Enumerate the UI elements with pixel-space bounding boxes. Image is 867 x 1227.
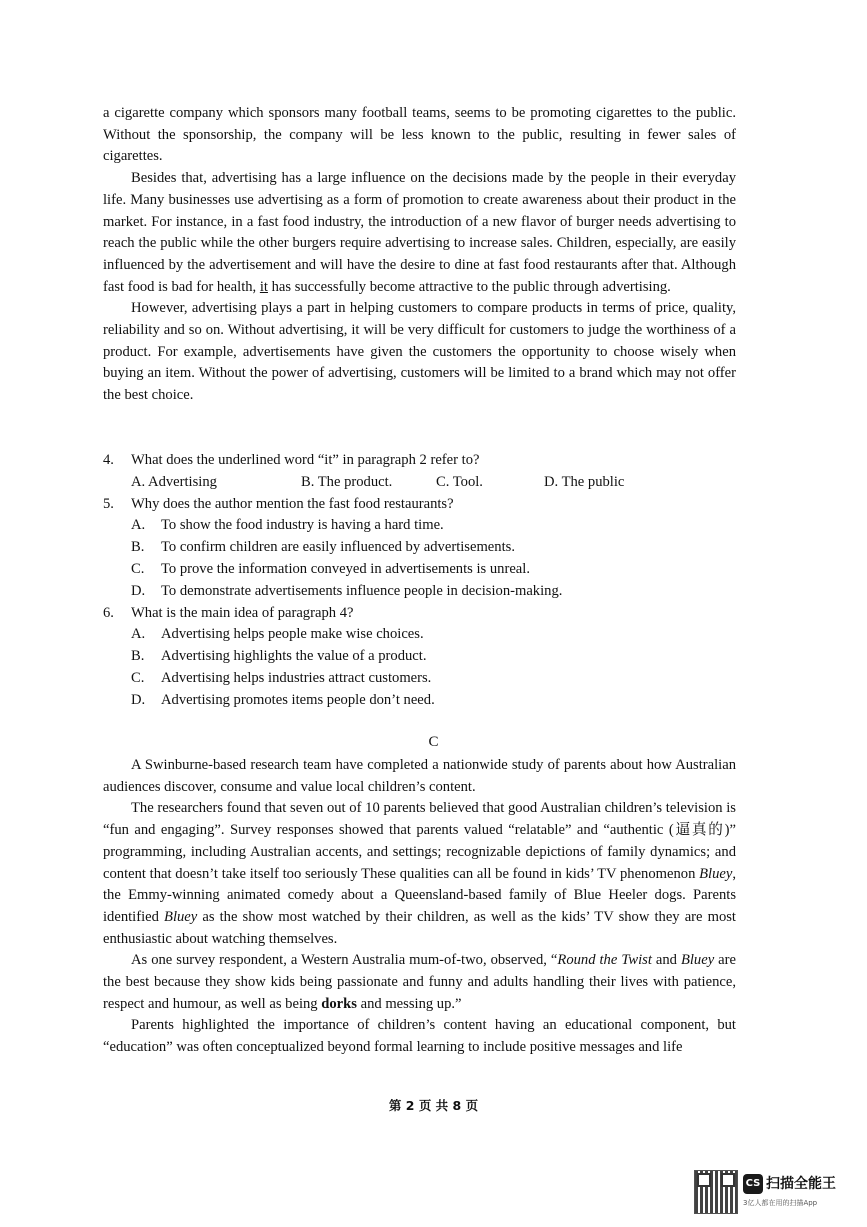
question-4-options [103, 472, 736, 494]
option-letter: D. [131, 691, 146, 708]
passage-c [103, 755, 736, 1059]
paragraph-text: Besides that, advertising has a large influence on the decisions made by the people in their everyday life. Many businesses use advertising as a form of promotion to create awareness about their product in the market. For instance, in a fast food industry, the introduction of a new flavor of burger needs advertising to reach the public while the other burgers require advertising to increase sales. Children, especially, are easily influenced by the advertisement and will have the desire to dine at fast food restaurants after that. Although fast food is bad for health, [103, 170, 736, 295]
option-a: A. Advertising [131, 473, 217, 490]
option-letter: B. [131, 648, 145, 665]
passage-c-paragraph-2 [103, 798, 736, 950]
option-letter: D. [131, 582, 146, 599]
paragraph-text: public. Without the sponsorship, the company will be less known to the public, resulting in fewer sales of cigarettes. [103, 105, 736, 165]
paragraph-text: The researchers found that seven out of 10 parents believed that good Australian children’s television is “fun and engaging”. Survey responses showed that parents valued “relatable” and “authentic (逼真的)” programming, including Australian accents, and settings; recognizable depictions of family dynamics; and content that doesn’t take itself too seriously These qualities can all be found in kids’ TV phenomenon [103, 800, 736, 882]
paragraph-text: A Swinburne-based research team have completed a nationwide study of parents about how Australian audiences discover, consume and value local children’s content. [103, 757, 736, 795]
passage-b-continuation [103, 103, 736, 407]
passage-c-paragraph-3 [103, 950, 736, 1015]
option-b [103, 537, 736, 559]
paragraph-text: Parents highlighted the importance of children’s content having an educational component, but “education” was often conceptualized beyond formal learning to include positive messages and life [103, 1017, 736, 1056]
option-text: To demonstrate advertisements influence people in decision-making. [161, 582, 563, 599]
option-d: D. The public [544, 473, 625, 490]
option-text: To prove the information conveyed in advertisements is unreal. [161, 560, 530, 577]
option-text: Advertising promotes items people don’t need. [161, 691, 435, 708]
option-letter: A. [131, 626, 146, 643]
paragraph-text: As one survey respondent, a Western Australia mum-of-two, observed, “ [131, 952, 558, 969]
option-text: Advertising helps industries attract customers. [161, 669, 432, 686]
option-b: B. The product. [301, 473, 393, 490]
scanner-watermark [694, 1170, 854, 1214]
paragraph-text: However, advertising plays a part in helping customers to compare products in terms of price, quality, reliability and so on. Without advertising, it will be very difficult for customers to judge the worthiness of a product. For example, advertisements have given the customers the opportunity to choose wisely when buying an item. Without the power of advertising, customers will be limited to a brand which may not offer the best choice. [103, 300, 736, 404]
option-b [103, 646, 736, 668]
section-heading: C [428, 734, 439, 750]
question-stem: What does the underlined word “it” in paragraph 2 refer to? [131, 452, 480, 468]
option-letter: C. [131, 669, 145, 686]
question-4 [103, 450, 736, 472]
show-title: Bluey [699, 865, 733, 882]
paragraph-text: , the Emmy-winning animated comedy about a Queensland-based family of Blue Heeler dogs. Parents identified [103, 865, 736, 925]
qr-code-icon [694, 1170, 738, 1214]
underlined-word: it [259, 278, 268, 295]
passage-c-paragraph-1 [103, 755, 736, 798]
paragraph-text: are the best because they show kids being passionate and funny and adults handling their lives with patience, respect and humour, as well as being [103, 952, 736, 1012]
question-number: 6. [103, 604, 114, 621]
app-name: 扫描全能王 [766, 1176, 836, 1192]
show-title: Bluey [680, 952, 715, 969]
option-text: To show the food industry is having a hard time. [161, 517, 444, 534]
option-text: To confirm children are easily influenced by advertisements. [161, 539, 515, 556]
option-d [103, 690, 736, 712]
question-group [103, 450, 736, 712]
option-c: C. Tool. [436, 473, 483, 490]
passage-b-paragraph-1 [103, 103, 736, 168]
passage-c-paragraph-4 [103, 1015, 736, 1058]
question-stem: What is the main idea of paragraph 4? [131, 604, 354, 621]
bold-word: dorks [321, 995, 357, 1012]
option-text: Advertising highlights the value of a product. [161, 648, 427, 665]
page-number-footer: 第 2 页 共 8 页 [388, 1098, 479, 1113]
app-slogan: 3亿人都在用的扫描App [743, 1199, 818, 1207]
passage-b-paragraph-3 [103, 298, 736, 407]
paragraph-text: and [651, 952, 681, 969]
passage-b-paragraph-2 [103, 168, 736, 298]
option-letter: A. [131, 517, 146, 534]
paragraph-text: has successfully become attractive to the public through advertising. [271, 278, 671, 295]
option-letter: B. [131, 539, 145, 556]
paragraph-text: a cigarette company which sponsors many football teams, seems to be promoting cigarettes to the [103, 105, 691, 121]
paragraph-text: and messing up.” [356, 995, 462, 1012]
paragraph-text: as the show most watched by their children, as well as the kids’ TV show they are most enthusiastic about watching themselves. [103, 908, 736, 947]
option-a [103, 515, 736, 537]
question-number: 4. [103, 452, 114, 468]
option-text: Advertising helps people make wise choices. [161, 626, 424, 643]
option-c [103, 559, 736, 581]
question-stem: Why does the author mention the fast food restaurants? [131, 495, 454, 512]
question-6 [103, 603, 736, 625]
option-letter: C. [131, 560, 145, 577]
option-a [103, 624, 736, 646]
question-5 [103, 494, 736, 516]
option-c [103, 668, 736, 690]
show-title: Bluey [164, 908, 198, 925]
option-d [103, 581, 736, 603]
question-number: 5. [103, 495, 114, 512]
show-title: Round the Twist [557, 952, 652, 969]
app-logo: CS [743, 1174, 763, 1194]
